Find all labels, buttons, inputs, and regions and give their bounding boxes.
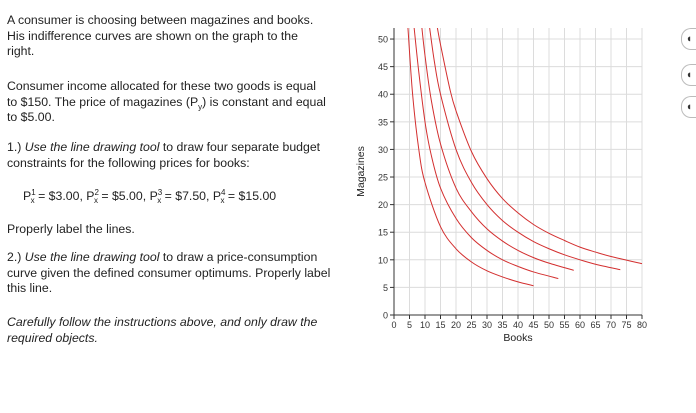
- income-text-1: Consumer income allocated for these two goods is equal to $150. The price of magazines (P: [7, 79, 316, 109]
- income-text-2: ) is constant and equal to $5.00.: [7, 94, 326, 124]
- label-lines-instruction: Properly label the lines.: [7, 222, 135, 236]
- step-2-instruction: [7, 250, 342, 297]
- x-tick-label: 40: [512, 320, 524, 330]
- income-statement: [7, 79, 327, 126]
- y-tick-label: 30: [377, 144, 388, 155]
- step-1-tool-text: Use the line drawing tool: [24, 140, 160, 154]
- x-tick-label: 0: [391, 320, 397, 330]
- indifference-graph[interactable]: [345, 28, 665, 358]
- y-tick-label: 0: [382, 310, 388, 321]
- question-intro: A consumer is choosing between magazines and books. His indifference curves are shown on the graph to the right.: [7, 13, 314, 58]
- x-tick-label: 50: [543, 320, 555, 330]
- y-tick-label: 10: [377, 255, 388, 266]
- x-tick-label: 30: [481, 320, 493, 330]
- price-1: $P^1_x$ = $3.00,: [23, 187, 87, 206]
- step-2-number: 2.): [7, 250, 25, 264]
- step-2-tool-text: Use the line drawing tool: [24, 250, 160, 264]
- price-2: $P^2_x$ = $5.00,: [86, 187, 150, 206]
- y-tick-label: 5: [382, 282, 388, 293]
- step-1-number: 1.): [7, 140, 25, 154]
- y-tick-label: 50: [377, 34, 388, 45]
- tool-button-3[interactable]: ◖: [681, 96, 696, 118]
- x-tick-label: 10: [419, 320, 431, 330]
- x-tick-label: 20: [450, 320, 462, 330]
- y-tick-label: 40: [377, 89, 388, 100]
- x-axis-label: Books: [503, 332, 533, 344]
- x-tick-label: 65: [590, 320, 601, 330]
- x-tick-label: 75: [621, 320, 632, 330]
- step-1-instruction: [7, 140, 337, 171]
- y-axis-label: Magazines: [355, 146, 367, 197]
- tool-button-2[interactable]: ◖: [681, 64, 696, 86]
- tool-button-1[interactable]: ◖: [681, 28, 696, 50]
- price-3: $P^3_x$ = $7.50,: [149, 187, 213, 206]
- caution-note: Carefully follow the instructions above, and only draw the required objects.: [7, 315, 318, 345]
- step-2-rest: to draw a price-consumption curve given the defined consumer optimums. Properly label this line.: [7, 250, 331, 295]
- y-tick-label: 15: [377, 227, 388, 238]
- x-tick-label: 5: [406, 320, 413, 330]
- indifference-curve-4: [430, 28, 621, 270]
- income-subscript: y: [198, 101, 203, 111]
- x-tick-label: 55: [559, 320, 570, 330]
- x-tick-label: 70: [605, 320, 617, 330]
- x-tick-label: 80: [636, 320, 648, 330]
- x-tick-label: 35: [497, 320, 508, 330]
- step-1-rest: to draw four separate budget constraints for the following prices for books:: [7, 140, 321, 170]
- price-4: $P^4_x$ = $15.00: [212, 187, 277, 206]
- book-prices: [23, 189, 276, 205]
- x-tick-label: 45: [528, 320, 539, 330]
- x-tick-label: 15: [435, 320, 446, 330]
- y-tick-label: 20: [377, 200, 388, 211]
- y-tick-label: 25: [377, 172, 388, 183]
- x-tick-label: 60: [574, 320, 586, 330]
- y-tick-label: 35: [377, 117, 388, 128]
- indifference-curve-2: [414, 28, 558, 279]
- y-tick-label: 45: [377, 62, 388, 73]
- x-tick-label: 25: [466, 320, 477, 330]
